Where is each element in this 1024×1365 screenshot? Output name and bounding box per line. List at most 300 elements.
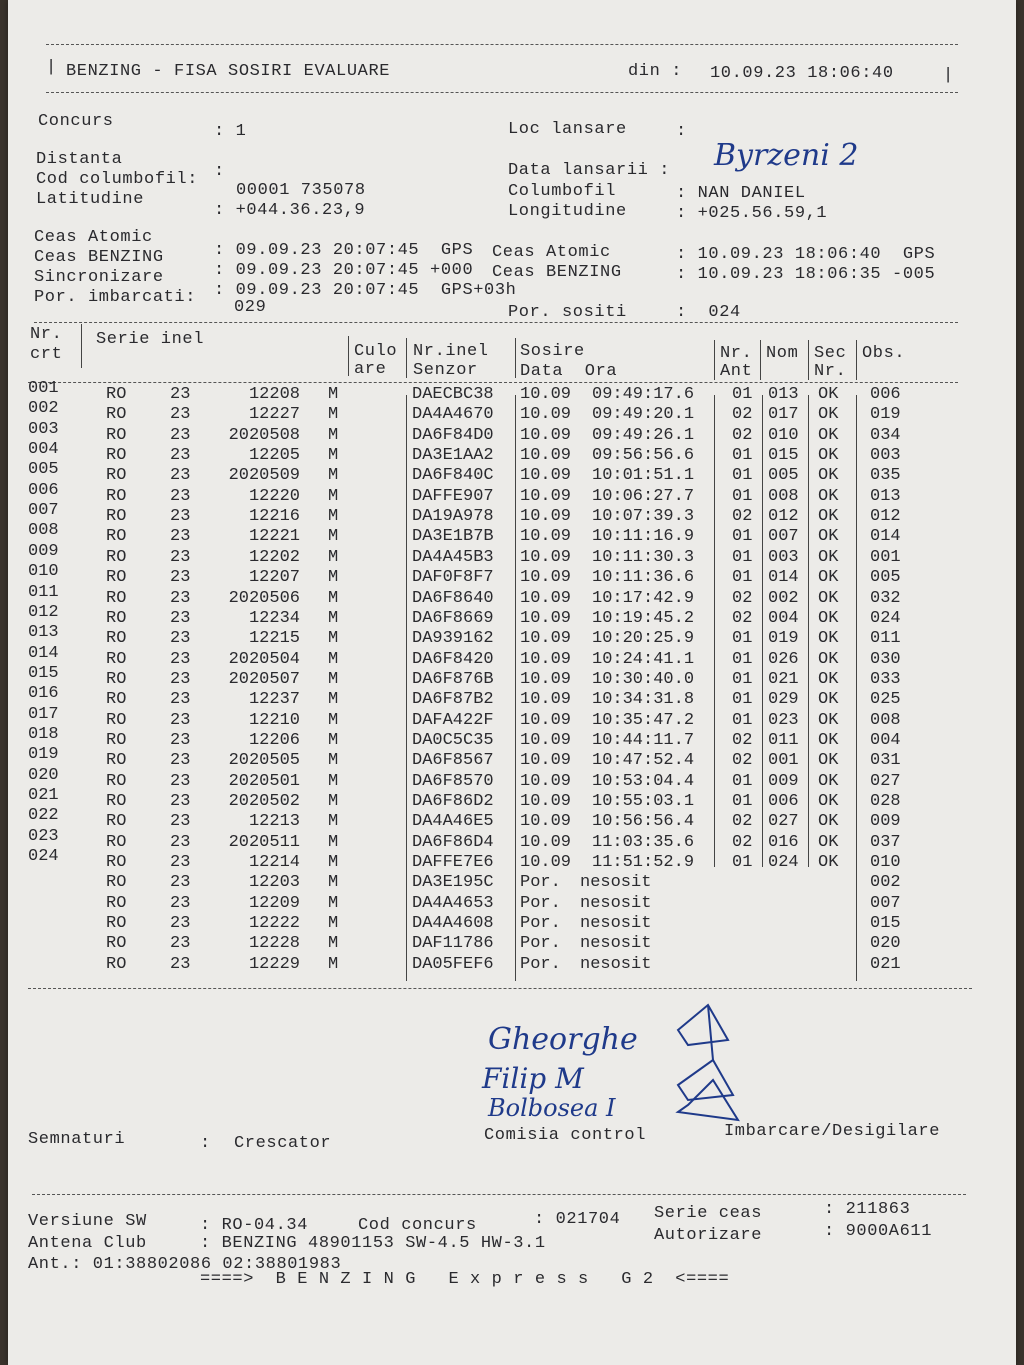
cell-obs: 030 bbox=[870, 649, 901, 669]
cell-nom: 010 bbox=[768, 425, 799, 445]
cell-an: 23 bbox=[170, 832, 191, 852]
cell-inel: 2020507 bbox=[228, 669, 300, 689]
cell-tara: RO bbox=[106, 730, 127, 750]
cell-senzor: DA0C5C35 bbox=[412, 730, 494, 750]
cell-tara: RO bbox=[106, 608, 127, 628]
cell-ora: 10:01:51.1 bbox=[592, 466, 695, 486]
cell-ant: 02 bbox=[732, 425, 753, 445]
cell-nom: 029 bbox=[768, 690, 799, 710]
cell-data: 10.09 bbox=[520, 486, 572, 506]
cell-ant: 01 bbox=[732, 710, 753, 730]
cell-nr-crt: 006 bbox=[28, 480, 59, 500]
cell-ora: 10:11:36.6 bbox=[592, 568, 695, 588]
cell-sex: M bbox=[328, 792, 339, 811]
cell-nr-crt: 001 bbox=[28, 379, 59, 398]
cell-data: 10.09 bbox=[520, 466, 572, 486]
cell-sex: M bbox=[328, 446, 339, 466]
table-row bbox=[8, 934, 1008, 954]
cell-nr-crt: 020 bbox=[28, 765, 59, 785]
cell-nom: 004 bbox=[768, 608, 799, 628]
cell-sex: M bbox=[328, 751, 339, 771]
cell-nom: 011 bbox=[768, 730, 799, 750]
col-header-serie: Serie inel bbox=[96, 330, 205, 349]
cell-inel: 12220 bbox=[248, 486, 300, 506]
cell-ora: 10:34:31.8 bbox=[592, 690, 695, 710]
cell-nom: 027 bbox=[768, 812, 799, 832]
col-header-nom: Nom bbox=[766, 344, 799, 363]
cell-sex: M bbox=[328, 669, 339, 689]
cell-senzor: DA6F86D4 bbox=[412, 832, 494, 852]
cell-sex: M bbox=[328, 730, 339, 750]
concurs-value: : 1 bbox=[214, 122, 247, 141]
cell-ora: 10:11:30.3 bbox=[592, 547, 695, 567]
table-row bbox=[8, 663, 1008, 690]
cell-nom: 002 bbox=[768, 588, 799, 608]
cell-inel: 2020501 bbox=[228, 771, 300, 791]
table-row bbox=[8, 440, 1008, 466]
cell-senzor: DA3E195C bbox=[412, 873, 494, 893]
cell-an: 23 bbox=[170, 446, 191, 466]
cell-obs: 028 bbox=[870, 792, 901, 811]
cell-nr-crt: 015 bbox=[28, 663, 59, 683]
cell-tara: RO bbox=[106, 629, 127, 649]
cell-senzor: DA6F8669 bbox=[412, 608, 494, 628]
col-header-data-ora: Data Ora bbox=[520, 362, 618, 381]
cell-nom: 023 bbox=[768, 710, 799, 730]
ceas-benzing-value: : 09.09.23 20:07:45 +000 bbox=[214, 261, 474, 280]
table-row bbox=[8, 521, 1008, 547]
autorizare-value: : 9000A611 bbox=[824, 1222, 933, 1241]
cell-nr-crt: 007 bbox=[28, 501, 59, 521]
cell-sex: M bbox=[328, 466, 339, 486]
cell-an: 23 bbox=[170, 466, 191, 486]
table-row bbox=[8, 786, 1008, 812]
cell-senzor: DA6F84D0 bbox=[412, 425, 494, 445]
cell-nr-crt: 021 bbox=[28, 786, 59, 805]
report-date-value: 10.09.23 18:06:40 bbox=[710, 64, 894, 83]
longitudine-label: Longitudine bbox=[508, 202, 627, 221]
cell-ora: 10:24:41.1 bbox=[592, 649, 695, 669]
crescator-label: Crescator bbox=[234, 1134, 332, 1153]
cell-obs: 025 bbox=[870, 690, 901, 710]
cell-senzor: DA19A978 bbox=[412, 507, 494, 527]
table-row bbox=[8, 724, 1008, 751]
cell-an: 23 bbox=[170, 405, 191, 425]
cell-senzor: DAECBC38 bbox=[412, 385, 494, 404]
cell-senzor: DA6F8570 bbox=[412, 771, 494, 791]
table-row bbox=[8, 562, 1008, 588]
imbarcare-label: Imbarcare/Desigilare bbox=[724, 1122, 941, 1141]
cell-sex: M bbox=[328, 934, 339, 954]
cell-ora: 11:03:35.6 bbox=[592, 832, 695, 852]
cell-tara: RO bbox=[106, 507, 127, 527]
cod-concurs-label: Cod concurs bbox=[358, 1216, 477, 1235]
cell-sex: M bbox=[328, 853, 339, 873]
cell-obs: 037 bbox=[870, 832, 901, 852]
ceas-atomic-right-value: : 10.09.23 18:06:40 GPS bbox=[676, 245, 936, 264]
cell-data: 10.09 bbox=[520, 812, 572, 832]
table-row bbox=[8, 704, 1008, 731]
cell-tara: RO bbox=[106, 934, 127, 954]
cell-ant: 01 bbox=[732, 466, 753, 486]
cell-ant: 01 bbox=[732, 792, 753, 811]
cell-an: 23 bbox=[170, 771, 191, 791]
cell-tara: RO bbox=[106, 954, 127, 974]
col-header-crt: crt bbox=[30, 345, 63, 364]
cell-senzor: DA4A4608 bbox=[412, 914, 494, 934]
cell-obs: 008 bbox=[870, 710, 901, 730]
cell-ant: 02 bbox=[732, 832, 753, 852]
cell-obs: 013 bbox=[870, 486, 901, 506]
cell-inel: 12203 bbox=[248, 873, 300, 893]
cell-nr-crt: 022 bbox=[28, 806, 59, 826]
cell-tara: RO bbox=[106, 385, 127, 404]
cell-obs: 010 bbox=[870, 853, 901, 873]
report-date-label: din : bbox=[628, 62, 683, 81]
cell-inel: 12222 bbox=[248, 914, 300, 934]
cell-ant: 01 bbox=[732, 669, 753, 689]
cell-nr-crt: 012 bbox=[28, 602, 59, 622]
table-header-top-divider bbox=[34, 322, 958, 323]
cell-sex: M bbox=[328, 547, 339, 567]
table-row bbox=[8, 826, 1008, 853]
cell-inel: 12207 bbox=[248, 568, 300, 588]
cell-data: 10.09 bbox=[520, 690, 572, 710]
cell-sex: M bbox=[328, 629, 339, 649]
table-row bbox=[8, 582, 1008, 609]
cell-senzor: DA6F87B2 bbox=[412, 690, 494, 710]
cell-nom: 009 bbox=[768, 771, 799, 791]
cell-inel: 12227 bbox=[248, 405, 300, 425]
cell-nom: 021 bbox=[768, 669, 799, 689]
cell-sex: M bbox=[328, 873, 339, 893]
cell-an: 23 bbox=[170, 730, 191, 750]
cell-senzor: DA05FEF6 bbox=[412, 954, 494, 974]
footer-top-divider bbox=[32, 1194, 966, 1195]
por-imbarcati-value: 029 bbox=[234, 298, 267, 317]
cell-obs: 032 bbox=[870, 588, 901, 608]
cell-inel: 12209 bbox=[248, 893, 300, 913]
col-divider bbox=[515, 338, 516, 378]
cell-senzor: DAFFE907 bbox=[412, 486, 494, 506]
loc-lansare-label: Loc lansare bbox=[508, 120, 627, 139]
cell-nr-crt: 005 bbox=[28, 460, 59, 480]
table-row bbox=[8, 914, 1008, 934]
cell-tara: RO bbox=[106, 792, 127, 811]
cell-ora: 10:53:04.4 bbox=[592, 771, 695, 791]
cell-sec: OK bbox=[818, 608, 839, 628]
cell-data: 10.09 bbox=[520, 629, 572, 649]
cell-nom: 019 bbox=[768, 629, 799, 649]
cell-senzor: DA4A46E5 bbox=[412, 812, 494, 832]
cell-inel: 12229 bbox=[248, 954, 300, 974]
ceas-atomic-value: : 09.09.23 20:07:45 GPS bbox=[214, 241, 474, 260]
cell-tara: RO bbox=[106, 649, 127, 669]
cell-data: 10.09 bbox=[520, 588, 572, 608]
ceas-benzing-label: Ceas BENZING bbox=[34, 248, 164, 267]
cell-nr-crt: 003 bbox=[28, 419, 59, 439]
cell-senzor: DA4A45B3 bbox=[412, 547, 494, 567]
cell-an: 23 bbox=[170, 547, 191, 567]
cell-nom: 007 bbox=[768, 527, 799, 547]
cell-nr-crt: 002 bbox=[28, 399, 59, 419]
cell-nr-crt: 019 bbox=[28, 745, 59, 765]
sincronizare-value: : 09.09.23 20:07:45 GPS+03h bbox=[214, 281, 517, 300]
table-row bbox=[8, 894, 1008, 914]
cell-an: 23 bbox=[170, 710, 191, 730]
loc-lansare-value: : bbox=[676, 122, 687, 141]
header-left-bar: | bbox=[46, 58, 57, 77]
cell-tara: RO bbox=[106, 710, 127, 730]
versiune-label: Versiune SW bbox=[28, 1212, 147, 1231]
col-header-senzor: Senzor bbox=[413, 361, 478, 380]
cell-data: Por. bbox=[520, 934, 561, 954]
table-row bbox=[8, 602, 1008, 629]
cell-data: 10.09 bbox=[520, 425, 572, 445]
cell-nr-crt: 004 bbox=[28, 440, 59, 460]
cell-an: 23 bbox=[170, 568, 191, 588]
cell-ora: 10:11:16.9 bbox=[592, 527, 695, 547]
cell-ora: 10:35:47.2 bbox=[592, 710, 695, 730]
cell-sec: OK bbox=[818, 853, 839, 873]
cell-tara: RO bbox=[106, 669, 127, 689]
cell-senzor: DA3E1AA2 bbox=[412, 446, 494, 466]
por-sositi-value: : 024 bbox=[676, 303, 741, 322]
cell-ora: 10:55:03.1 bbox=[592, 792, 695, 811]
cell-senzor: DA939162 bbox=[412, 629, 494, 649]
cell-nom: 001 bbox=[768, 751, 799, 771]
cell-ora: nesosit bbox=[580, 873, 652, 893]
cell-sec: OK bbox=[818, 507, 839, 527]
cell-sec: OK bbox=[818, 486, 839, 506]
cell-senzor: DAF0F8F7 bbox=[412, 568, 494, 588]
cell-an: 23 bbox=[170, 954, 191, 974]
cell-data: Por. bbox=[520, 893, 561, 913]
col-divider bbox=[348, 336, 349, 376]
cell-an: 23 bbox=[170, 588, 191, 608]
cell-tara: RO bbox=[106, 751, 127, 771]
cell-obs: 011 bbox=[870, 629, 901, 649]
cell-data: 10.09 bbox=[520, 649, 572, 669]
cell-sec: OK bbox=[818, 385, 839, 404]
cell-sec: OK bbox=[818, 730, 839, 750]
cell-ant: 01 bbox=[732, 649, 753, 669]
cell-senzor: DA3E1B7B bbox=[412, 527, 494, 547]
cell-data: 10.09 bbox=[520, 608, 572, 628]
cell-inel: 12215 bbox=[248, 629, 300, 649]
cell-inel: 12205 bbox=[248, 446, 300, 466]
cell-sex: M bbox=[328, 954, 339, 974]
cell-sex: M bbox=[328, 405, 339, 425]
cell-ora: 10:19:45.2 bbox=[592, 608, 695, 628]
cell-senzor: DA6F8640 bbox=[412, 588, 494, 608]
cell-tara: RO bbox=[106, 588, 127, 608]
cell-sex: M bbox=[328, 385, 339, 404]
cell-sex: M bbox=[328, 507, 339, 527]
data-lansarii-label: Data lansarii : bbox=[508, 161, 671, 180]
cell-nom: 012 bbox=[768, 507, 799, 527]
cell-sec: OK bbox=[818, 446, 839, 466]
header-top-divider bbox=[46, 44, 958, 45]
col-divider bbox=[81, 324, 82, 368]
table-row bbox=[8, 419, 1008, 446]
printout-sheet bbox=[8, 0, 1016, 1365]
cell-data: 10.09 bbox=[520, 507, 572, 527]
cell-nom: 015 bbox=[768, 446, 799, 466]
ceas-atomic-label: Ceas Atomic bbox=[34, 228, 153, 247]
header-right-bar: | bbox=[943, 66, 954, 85]
cell-sex: M bbox=[328, 710, 339, 730]
cell-nr-crt: 024 bbox=[28, 847, 59, 867]
cell-senzor: DA4A4653 bbox=[412, 893, 494, 913]
cell-tara: RO bbox=[106, 893, 127, 913]
columbofil-label: Columbofil bbox=[508, 182, 617, 201]
cell-ora: 09:49:17.6 bbox=[592, 385, 695, 404]
ceas-atomic-right-label: Ceas Atomic bbox=[492, 243, 611, 262]
cell-nr-crt: 011 bbox=[28, 582, 59, 602]
cell-sex: M bbox=[328, 771, 339, 791]
cell-ant: 01 bbox=[732, 547, 753, 567]
cell-tara: RO bbox=[106, 873, 127, 893]
col-header-nr: Nr. bbox=[30, 325, 63, 344]
columbofil-value: : NAN DANIEL bbox=[676, 184, 806, 203]
col-header-ant: Ant bbox=[720, 362, 753, 381]
ceas-benzing-right-label: Ceas BENZING bbox=[492, 263, 622, 282]
cell-nom: 006 bbox=[768, 792, 799, 811]
col-header-culoare-1: Culo bbox=[354, 342, 398, 361]
cell-senzor: DA6F876B bbox=[412, 669, 494, 689]
cell-an: 23 bbox=[170, 690, 191, 710]
semnaturi-colon: : bbox=[200, 1134, 211, 1153]
cell-sex: M bbox=[328, 486, 339, 506]
autorizare-label: Autorizare bbox=[654, 1226, 763, 1245]
semnaturi-label: Semnaturi bbox=[28, 1130, 126, 1149]
antenna-ids: Ant.: 01:38802086 02:38801983 bbox=[28, 1255, 342, 1274]
cell-obs: 020 bbox=[870, 934, 901, 954]
cell-obs: 035 bbox=[870, 466, 901, 486]
cell-obs: 012 bbox=[870, 507, 901, 527]
latitudine-value: : +044.36.23,9 bbox=[214, 201, 366, 220]
serie-ceas-value: : 211863 bbox=[824, 1200, 911, 1219]
signature-3: Bolbosea I bbox=[488, 1094, 616, 1122]
cell-obs: 031 bbox=[870, 751, 901, 771]
header-bottom-divider bbox=[46, 92, 958, 93]
cell-inel: 12216 bbox=[248, 507, 300, 527]
cell-ant: 02 bbox=[732, 588, 753, 608]
cell-obs: 021 bbox=[870, 954, 901, 974]
antena-value: : BENZING 48901153 SW-4.5 HW-3.1 bbox=[200, 1234, 546, 1253]
cell-an: 23 bbox=[170, 893, 191, 913]
col-header-obs: Obs. bbox=[862, 344, 906, 363]
cell-an: 23 bbox=[170, 873, 191, 893]
cell-sec: OK bbox=[818, 527, 839, 547]
cell-nom: 016 bbox=[768, 832, 799, 852]
col-divider bbox=[714, 340, 715, 380]
cell-an: 23 bbox=[170, 385, 191, 404]
cell-obs: 009 bbox=[870, 812, 901, 832]
cell-tara: RO bbox=[106, 690, 127, 710]
table-row bbox=[8, 643, 1008, 670]
cell-sec: OK bbox=[818, 792, 839, 811]
cell-nr-crt: 013 bbox=[28, 623, 59, 643]
cell-nom: 014 bbox=[768, 568, 799, 588]
cell-senzor: DAF11786 bbox=[412, 934, 494, 954]
cell-obs: 033 bbox=[870, 669, 901, 689]
table-row bbox=[8, 745, 1008, 771]
table-row bbox=[8, 460, 1008, 486]
cell-sec: OK bbox=[818, 466, 839, 486]
cell-ant: 01 bbox=[732, 629, 753, 649]
cell-inel: 2020511 bbox=[228, 832, 300, 852]
cell-sex: M bbox=[328, 649, 339, 669]
cell-sec: OK bbox=[818, 751, 839, 771]
cell-inel: 12202 bbox=[248, 547, 300, 567]
report-title: BENZING - FISA SOSIRI EVALUARE bbox=[66, 62, 391, 81]
table-row bbox=[8, 847, 1008, 873]
cod-columbofil-label: Cod columbofil: bbox=[36, 170, 199, 189]
cell-sec: OK bbox=[818, 547, 839, 567]
cell-ora: 10:07:39.3 bbox=[592, 507, 695, 527]
table-row bbox=[8, 541, 1008, 568]
cell-nr-crt: 017 bbox=[28, 704, 59, 724]
signature-1: Gheorghe bbox=[488, 1022, 638, 1057]
longitudine-value: : +025.56.59,1 bbox=[676, 204, 828, 223]
cell-ora: 10:56:56.4 bbox=[592, 812, 695, 832]
cell-ant: 01 bbox=[732, 385, 753, 404]
table-bottom-divider bbox=[28, 988, 972, 989]
table-row bbox=[8, 955, 1008, 975]
cell-sec: OK bbox=[818, 405, 839, 425]
cell-ora: 10:44:11.7 bbox=[592, 730, 695, 750]
cell-inel: 12214 bbox=[248, 853, 300, 873]
cell-ora: nesosit bbox=[580, 954, 652, 974]
cell-inel: 12213 bbox=[248, 812, 300, 832]
concurs-label: Concurs bbox=[38, 112, 114, 131]
table-row bbox=[8, 684, 1008, 710]
cell-data: 10.09 bbox=[520, 547, 572, 567]
cell-ant: 02 bbox=[732, 507, 753, 527]
cell-data: 10.09 bbox=[520, 751, 572, 771]
cell-ora: 10:20:25.9 bbox=[592, 629, 695, 649]
cell-sex: M bbox=[328, 425, 339, 445]
cell-ora: 09:56:56.6 bbox=[592, 446, 695, 466]
cell-obs: 003 bbox=[870, 446, 901, 466]
cell-nom: 003 bbox=[768, 547, 799, 567]
cell-sec: OK bbox=[818, 812, 839, 832]
cell-an: 23 bbox=[170, 507, 191, 527]
cell-inel: 12237 bbox=[248, 690, 300, 710]
signature-strokes bbox=[668, 1000, 758, 1130]
cell-ant: 02 bbox=[732, 812, 753, 832]
table-row bbox=[8, 501, 1008, 527]
cell-senzor: DA6F8420 bbox=[412, 649, 494, 669]
cell-senzor: DAFFE7E6 bbox=[412, 853, 494, 873]
cell-ora: 10:17:42.9 bbox=[592, 588, 695, 608]
cell-data: Por. bbox=[520, 873, 561, 893]
cell-an: 23 bbox=[170, 792, 191, 811]
cell-senzor: DA6F840C bbox=[412, 466, 494, 486]
cell-data: 10.09 bbox=[520, 853, 572, 873]
cell-senzor: DA4A4670 bbox=[412, 405, 494, 425]
cell-an: 23 bbox=[170, 527, 191, 547]
cell-inel: 12210 bbox=[248, 710, 300, 730]
antena-label: Antena Club bbox=[28, 1234, 147, 1253]
cod-concurs-value: : 021704 bbox=[534, 1210, 621, 1229]
ceas-benzing-right-value: : 10.09.23 18:06:35 -005 bbox=[676, 265, 936, 284]
cell-sec: OK bbox=[818, 710, 839, 730]
cell-ant: 01 bbox=[732, 446, 753, 466]
cell-obs: 001 bbox=[870, 547, 901, 567]
